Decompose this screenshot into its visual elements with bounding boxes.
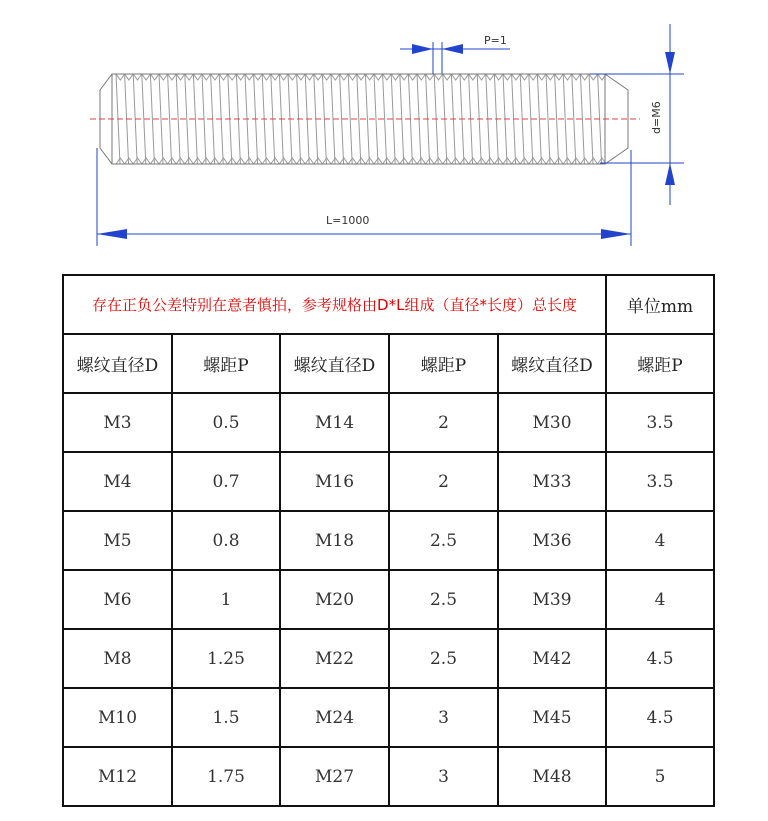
header-pitch: 螺距P (172, 334, 280, 393)
thread-diameter-cell: M14 (280, 393, 389, 452)
thread-tooth-top (159, 74, 168, 80)
thread-tooth-top (529, 74, 538, 80)
length-arrow-right (601, 229, 631, 239)
thread-pitch-cell: 5 (606, 747, 714, 806)
thread-diameter-cell: M10 (63, 688, 172, 747)
thread-tooth-top (365, 74, 374, 80)
thread-pitch-cell: 2 (389, 452, 498, 511)
thread-tooth-top (494, 74, 503, 80)
thread-tooth-top (340, 74, 349, 80)
thread-tooth-top (271, 74, 280, 80)
thread-tooth-top (211, 74, 220, 80)
thread-pitch-cell: 4 (606, 570, 714, 629)
thread-tooth-top (374, 74, 383, 80)
header-diameter: 螺纹直径D (280, 334, 389, 393)
thread-tooth-top (580, 74, 589, 80)
thread-diameter-cell: M3 (63, 393, 172, 452)
thread-tooth-top (503, 74, 512, 80)
thread-pitch-cell: 3.5 (606, 452, 714, 511)
thread-pitch-cell: 3.5 (606, 393, 714, 452)
threaded-rod-drawing (0, 0, 768, 265)
thread-diameter-cell: M36 (498, 511, 606, 570)
pitch-arrow-left (412, 44, 433, 54)
thread-tooth-top (357, 74, 366, 80)
thread-tooth-top (400, 74, 409, 80)
thread-tooth-top (563, 74, 572, 80)
thread-pitch-cell: 0.7 (172, 452, 280, 511)
thread-diameter-cell: M48 (498, 747, 606, 806)
thread-tooth-top (305, 74, 314, 80)
thread-tooth-top (219, 74, 228, 80)
thread-tooth-top (245, 74, 254, 80)
length-arrow-left (97, 229, 127, 239)
thread-diameter-cell: M20 (280, 570, 389, 629)
thread-tooth-top (443, 74, 452, 80)
thread-tooth-top (348, 74, 357, 80)
thread-tooth-top (426, 74, 435, 80)
thread-diameter-cell: M18 (280, 511, 389, 570)
header-diameter: 螺纹直径D (63, 334, 172, 393)
thread-pitch-cell: 1.75 (172, 747, 280, 806)
thread-diameter-cell: M22 (280, 629, 389, 688)
thread-tooth-top (417, 74, 426, 80)
header-pitch: 螺距P (389, 334, 498, 393)
thread-tooth-top (228, 74, 237, 80)
thread-diameter-cell: M45 (498, 688, 606, 747)
thread-pitch-cell: 3 (389, 688, 498, 747)
table-row (63, 393, 714, 452)
thread-tooth-top (150, 74, 159, 80)
thread-tooth-top (254, 74, 263, 80)
thread-tooth-top (512, 74, 521, 80)
thread-tooth-top (236, 74, 245, 80)
thread-tooth-top (546, 74, 555, 80)
thread-tooth-top (202, 74, 211, 80)
table-row (63, 511, 714, 570)
thread-pitch-cell: 4.5 (606, 688, 714, 747)
thread-diameter-cell: M8 (63, 629, 172, 688)
thread-tooth-top (469, 74, 478, 80)
thread-tooth-top (262, 74, 271, 80)
thread-tooth-top (331, 74, 340, 80)
thread-tooth-top (288, 74, 297, 80)
table-row (63, 570, 714, 629)
thread-pitch-cell: 4 (606, 511, 714, 570)
thread-tooth-top (486, 74, 495, 80)
thread-tooth-top (383, 74, 392, 80)
notice-row (63, 275, 714, 334)
thread-pitch-cell: 1.5 (172, 688, 280, 747)
table-row (63, 688, 714, 747)
thread-pitch-cell: 0.8 (172, 511, 280, 570)
thread-pitch-cell: 2.5 (389, 511, 498, 570)
thread-tooth-top (168, 74, 177, 80)
diameter-label: d=M6 (650, 101, 663, 134)
thread-tooth-top (451, 74, 460, 80)
pitch-arrow-right (442, 44, 463, 54)
header-diameter: 螺纹直径D (498, 334, 606, 393)
header-row (63, 334, 714, 393)
thread-tooth-top (116, 74, 125, 80)
thread-tooth-top (391, 74, 400, 80)
thread-diameter-cell: M16 (280, 452, 389, 511)
thread-tooth-top (408, 74, 417, 80)
thread-diameter-cell: M12 (63, 747, 172, 806)
table-row (63, 629, 714, 688)
thread-tooth-top (142, 74, 151, 80)
header-pitch: 螺距P (606, 334, 714, 393)
thread-tooth-top (133, 74, 142, 80)
thread-tooth-top (477, 74, 486, 80)
thread-diameter-cell: M39 (498, 570, 606, 629)
thread-tooth-top (555, 74, 564, 80)
thread-tooth-top (537, 74, 546, 80)
unit-label: 单位mm (606, 275, 714, 334)
table-row (63, 452, 714, 511)
thread-tooth-top (176, 74, 185, 80)
thread-tooth-top (125, 74, 134, 80)
thread-tooth-top (279, 74, 288, 80)
diameter-arrow-top (665, 52, 675, 74)
thread-pitch-cell: 0.5 (172, 393, 280, 452)
tolerance-notice: 存在正负公差特别在意者慎拍，参考规格由D*L组成（直径*长度）总长度 (63, 275, 606, 334)
thread-pitch-cell: 2.5 (389, 570, 498, 629)
thread-pitch-cell: 3 (389, 747, 498, 806)
thread-tooth-top (460, 74, 469, 80)
length-label: L=1000 (326, 214, 370, 227)
thread-pitch-cell: 2.5 (389, 629, 498, 688)
thread-tooth-top (434, 74, 443, 80)
thread-spec-table (62, 274, 715, 807)
thread-tooth-top (193, 74, 202, 80)
thread-diameter-cell: M30 (498, 393, 606, 452)
thread-tooth-top (185, 74, 194, 80)
thread-diameter-cell: M5 (63, 511, 172, 570)
thread-diameter-cell: M27 (280, 747, 389, 806)
thread-pitch-cell: 4.5 (606, 629, 714, 688)
diameter-arrow-bottom (665, 163, 675, 185)
thread-tooth-top (520, 74, 529, 80)
thread-tooth-top (322, 74, 331, 80)
thread-tooth-top (314, 74, 323, 80)
pitch-label: P=1 (484, 34, 507, 47)
thread-tooth-top (589, 74, 598, 80)
thread-diameter-cell: M33 (498, 452, 606, 511)
thread-diameter-cell: M6 (63, 570, 172, 629)
thread-diameter-cell: M4 (63, 452, 172, 511)
thread-diameter-cell: M24 (280, 688, 389, 747)
table-row (63, 747, 714, 806)
thread-diameter-cell: M42 (498, 629, 606, 688)
thread-tooth-top (297, 74, 306, 80)
thread-pitch-cell: 1 (172, 570, 280, 629)
thread-tooth-top (572, 74, 581, 80)
thread-pitch-cell: 2 (389, 393, 498, 452)
thread-pitch-cell: 1.25 (172, 629, 280, 688)
